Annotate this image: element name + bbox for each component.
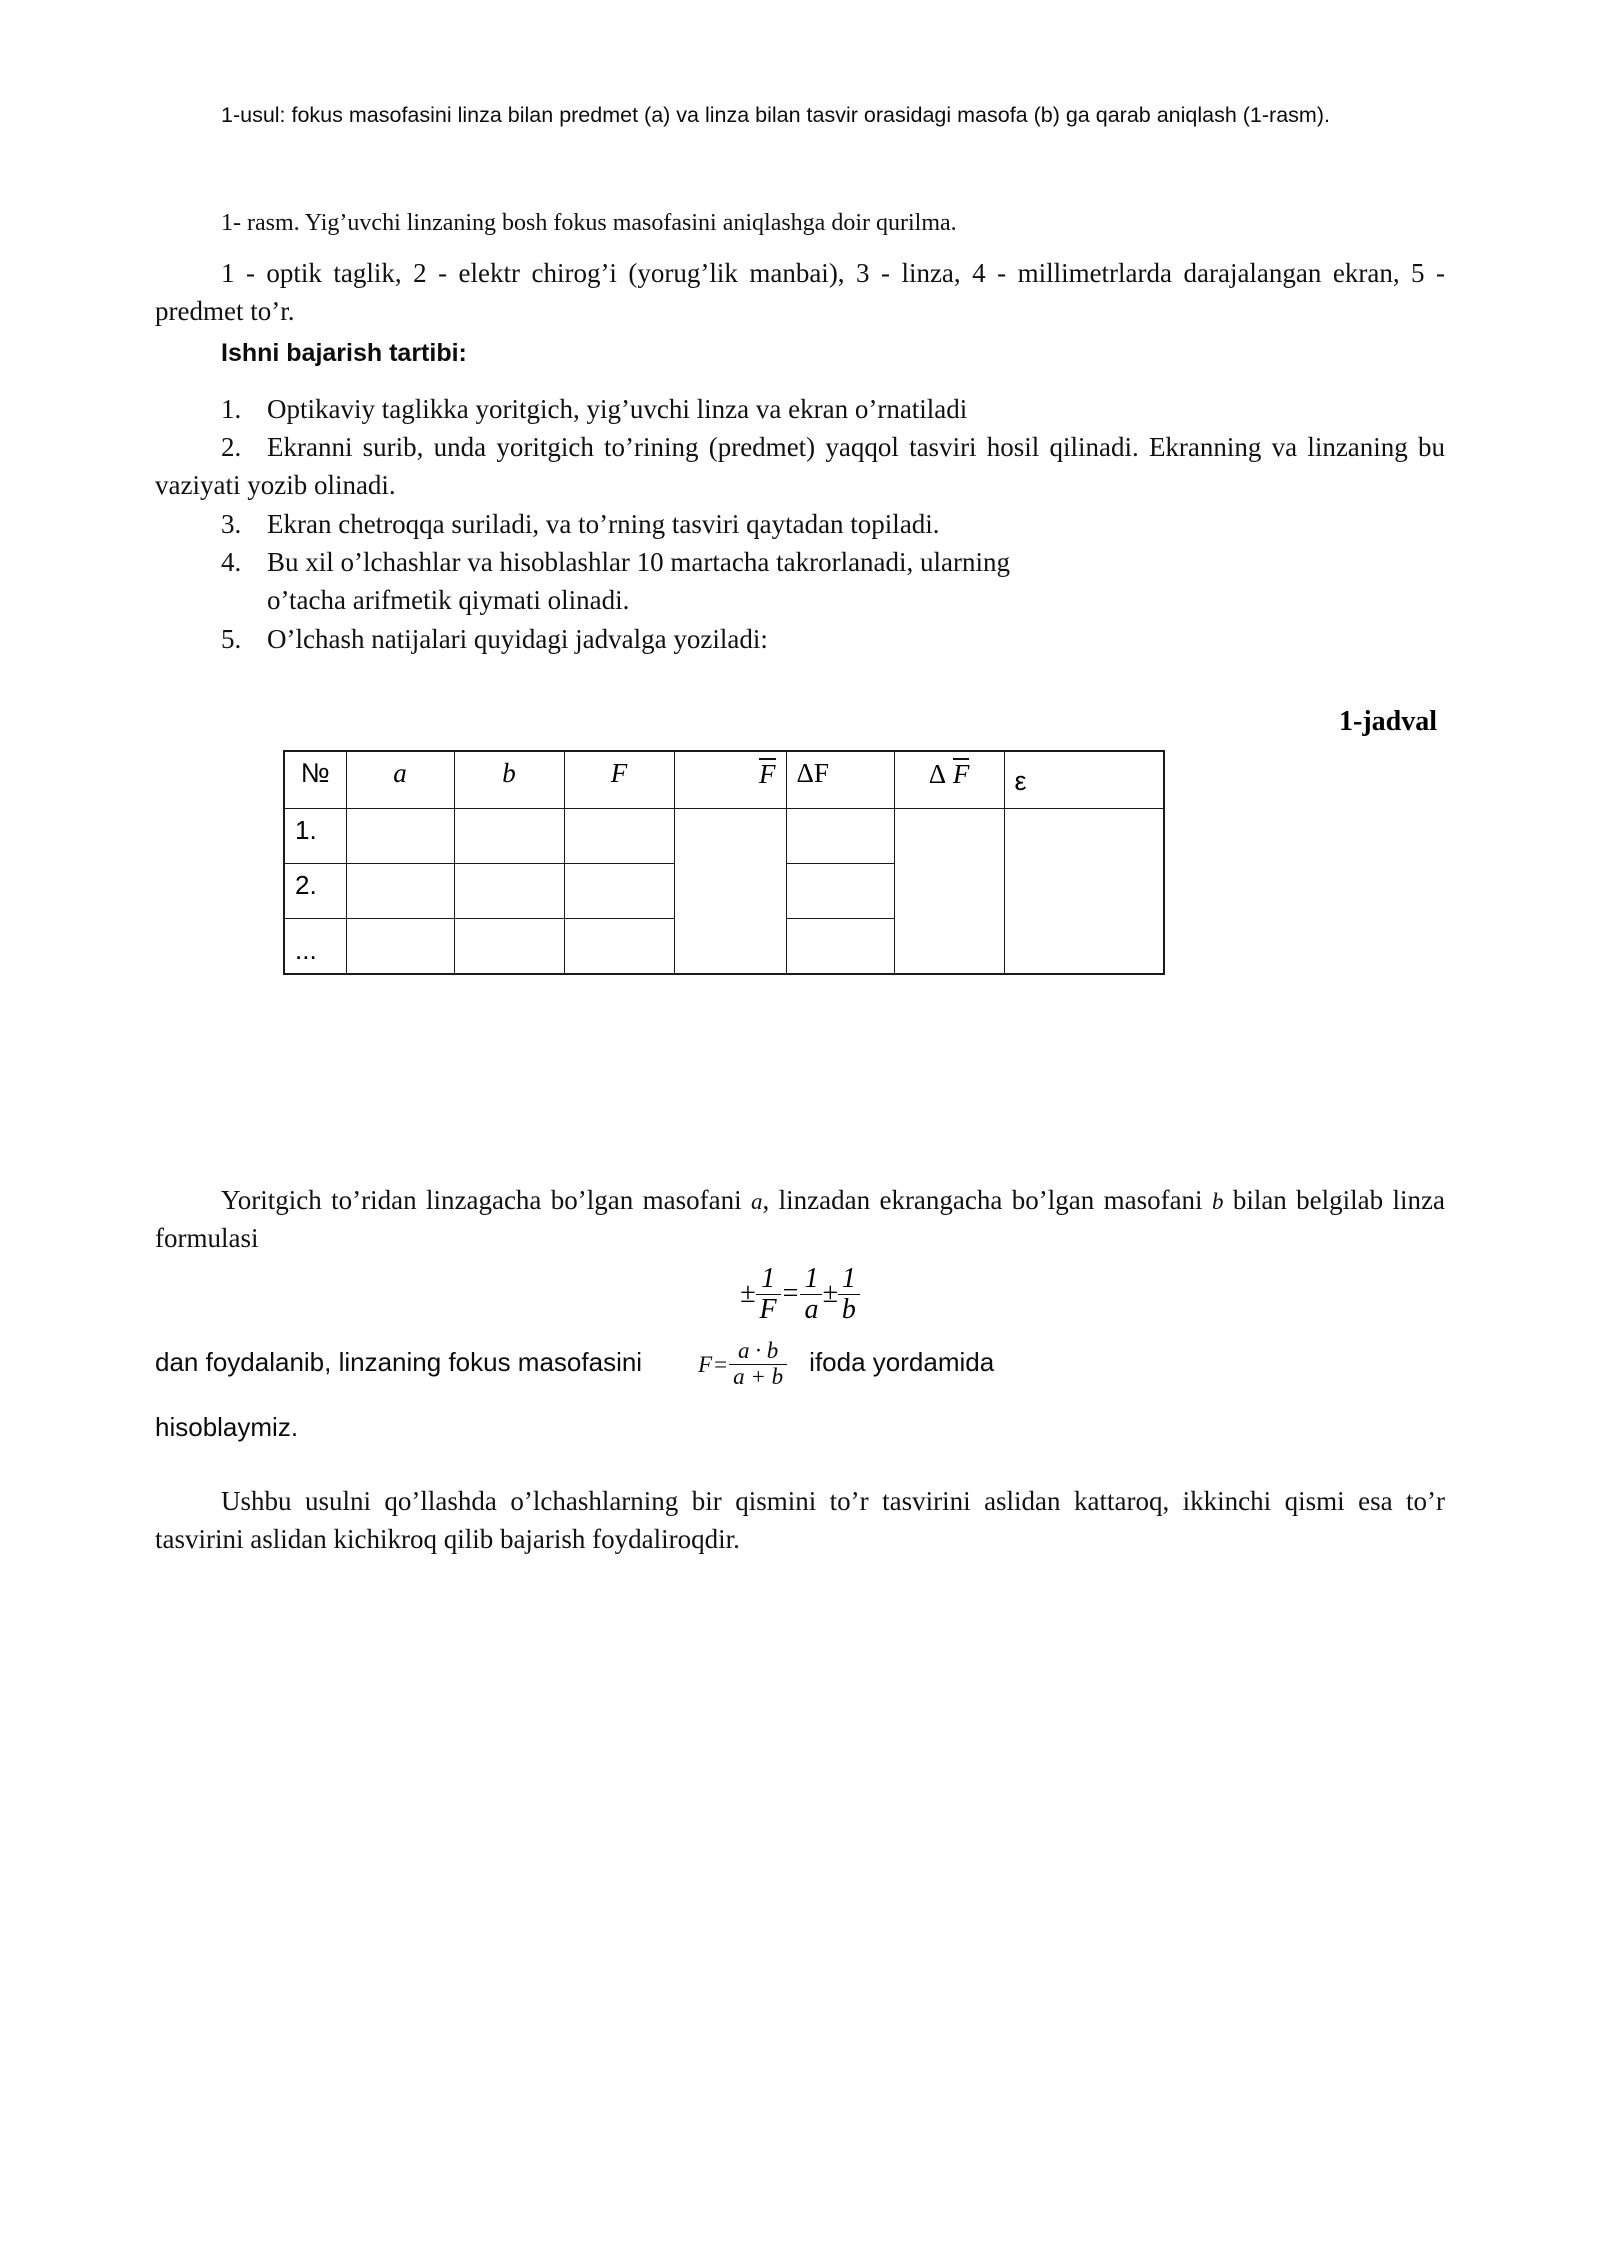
cell-delta-f[interactable] bbox=[786, 864, 894, 919]
denominator: b bbox=[838, 1294, 860, 1325]
header-label-delta-f: ΔF bbox=[796, 758, 829, 789]
header-cell-a bbox=[346, 751, 454, 809]
header-cell-b bbox=[454, 751, 564, 809]
denominator: a + b bbox=[729, 1364, 787, 1390]
cell-a[interactable] bbox=[346, 919, 454, 975]
denominator: a bbox=[800, 1294, 822, 1325]
header-cell-delta-f bbox=[786, 751, 894, 809]
lens-formula-equation bbox=[155, 1264, 1445, 1325]
step-item bbox=[155, 428, 1445, 505]
focal-line-suffix: ifoda yordamida bbox=[809, 1347, 995, 1378]
fraction-one-over-F bbox=[756, 1264, 781, 1325]
focal-line-prefix: dan foydalanib, linzaning fokus masofasini bbox=[155, 1347, 643, 1378]
cell-f-mean[interactable] bbox=[674, 809, 786, 975]
header-label-b: b bbox=[502, 758, 516, 789]
step-item bbox=[155, 390, 1445, 428]
header-cell-epsilon bbox=[1004, 751, 1164, 809]
closing-text-mid: , linzadan ekrangacha bo’lgan masofani bbox=[762, 1185, 1212, 1216]
table-header-row bbox=[284, 751, 1164, 809]
step-marker: 1. bbox=[221, 393, 242, 424]
cell-delta-f-mean[interactable] bbox=[894, 809, 1004, 975]
row-marker: 1. bbox=[295, 815, 317, 846]
final-paragraph: Ushbu usulni qo’llashda o’lchashlarning bir qismini to’r tasvirini aslidan kattaroq, ikkinchi qismi esa to’r tasvirini aslidan kichikroq qilib bajarish foydaliroqdir. bbox=[155, 1485, 1445, 1555]
cell-delta-f[interactable] bbox=[786, 919, 894, 975]
step-subline bbox=[155, 581, 1445, 619]
denominator: F bbox=[756, 1294, 781, 1325]
table-row bbox=[284, 809, 1164, 864]
cell-b[interactable] bbox=[454, 919, 564, 975]
focal-lhs: F bbox=[698, 1351, 713, 1377]
row-marker-cell bbox=[284, 864, 346, 919]
header-label-a: a bbox=[393, 758, 407, 789]
equals-sign: = bbox=[782, 1278, 799, 1310]
step-text: Ekran chetroqqa suriladi, va to’rning tasviri qaytadan topiladi. bbox=[267, 508, 940, 539]
numerator: 1 bbox=[804, 1262, 819, 1294]
step-marker: 4. bbox=[221, 547, 242, 578]
step-item bbox=[155, 620, 1445, 658]
inline-var-b: b bbox=[1211, 1189, 1224, 1215]
fraction-one-over-b bbox=[838, 1264, 860, 1325]
header-label-f: F bbox=[610, 758, 628, 789]
intro-paragraph: 1-usul: fokus masofasini linza bilan predmet (a) va linza bilan tasvir orasidagi masofa (b) ga qarab aniqlash (1-rasm). bbox=[221, 103, 1330, 127]
row-marker-cell bbox=[284, 809, 346, 864]
row-marker: 2. bbox=[295, 870, 317, 901]
numerator: a · b bbox=[738, 1338, 779, 1364]
step-item bbox=[155, 543, 1445, 581]
step-marker: 2. bbox=[221, 432, 242, 463]
step-text: O’lchash natijalari quyidagi jadvalga yoziladi: bbox=[267, 623, 768, 654]
step-text: Bu xil o’lchashlar va hisoblashlar 10 martacha takrorlanadi, ularning bbox=[267, 547, 1011, 578]
cell-a[interactable] bbox=[346, 864, 454, 919]
fraction-ab-over-a-plus-b bbox=[729, 1339, 787, 1390]
row-marker-cell bbox=[284, 919, 346, 975]
cell-f[interactable] bbox=[564, 919, 674, 975]
fraction-one-over-a bbox=[800, 1264, 822, 1325]
cell-epsilon[interactable] bbox=[1004, 809, 1164, 975]
table-label: 1-jadval bbox=[1339, 706, 1437, 738]
results-table bbox=[283, 750, 1165, 975]
step-marker: 3. bbox=[221, 508, 242, 539]
cell-delta-f[interactable] bbox=[786, 809, 894, 864]
step-subline-text: o’tacha arifmetik qiymati olinadi. bbox=[267, 585, 630, 616]
header-cell-delta-f-mean: Δ F bbox=[894, 751, 1004, 809]
cell-b[interactable] bbox=[454, 809, 564, 864]
step-marker: 5. bbox=[221, 623, 242, 654]
header-cell-no bbox=[284, 751, 346, 809]
header-label-f-mean: F bbox=[759, 759, 776, 790]
cell-a[interactable] bbox=[346, 809, 454, 864]
procedure-heading: Ishni bajarish tartibi: bbox=[221, 338, 467, 367]
header-cell-f-mean bbox=[674, 751, 786, 809]
cell-f[interactable] bbox=[564, 809, 674, 864]
focal-equals: = bbox=[714, 1351, 728, 1377]
figure-caption: 1- rasm. Yig’uvchi linzaning bosh fokus masofasini aniqlashga doir qurilma. bbox=[221, 209, 957, 236]
focal-line-tail: hisoblaymiz. bbox=[155, 1411, 299, 1442]
numerator: 1 bbox=[761, 1262, 776, 1294]
focal-formula-line bbox=[155, 1339, 1445, 1390]
cell-b[interactable] bbox=[454, 864, 564, 919]
step-text: Ekranni surib, unda yoritgich to’rining (predmet) yaqqol tasviri hosil qilinadi. Ekranning va linzaning bu vaziyati yozib olinadi. bbox=[155, 432, 1445, 501]
numerator: 1 bbox=[841, 1262, 856, 1294]
lens-formula-lead-sign: ± bbox=[740, 1278, 756, 1310]
cell-f[interactable] bbox=[564, 864, 674, 919]
inline-var-a: a bbox=[751, 1189, 763, 1215]
closing-text-prefix: Yoritgich to’ridan linzagacha bo’lgan masofani bbox=[221, 1185, 751, 1216]
focal-formula-equation bbox=[698, 1339, 787, 1390]
header-cell-f bbox=[564, 751, 674, 809]
header-label-delta-f-mean-bar: F bbox=[952, 759, 970, 790]
figure-legend: 1 - optik taglik, 2 - elektr chirog’i (yorug’lik manbai), 3 - linza, 4 - millimetrlarda darajalangan ekran, 5 - predmet to’r. bbox=[155, 258, 1445, 327]
step-item bbox=[155, 505, 1445, 543]
numero-label: № bbox=[300, 758, 330, 789]
document-content bbox=[155, 0, 1445, 1559]
step-text: Optikaviy taglikka yoritgich, yig’uvchi linza va ekran o’rnatiladi bbox=[267, 393, 968, 424]
row-marker: ... bbox=[295, 935, 317, 966]
lens-formula-middle-sign: ± bbox=[822, 1278, 838, 1310]
header-label-epsilon: ε bbox=[1014, 766, 1027, 797]
closing-paragraph-1 bbox=[155, 1181, 1445, 1258]
closing-text-suffix: bilan belgilab linza formulasi bbox=[155, 1185, 1445, 1254]
figure-area bbox=[155, 131, 1445, 207]
